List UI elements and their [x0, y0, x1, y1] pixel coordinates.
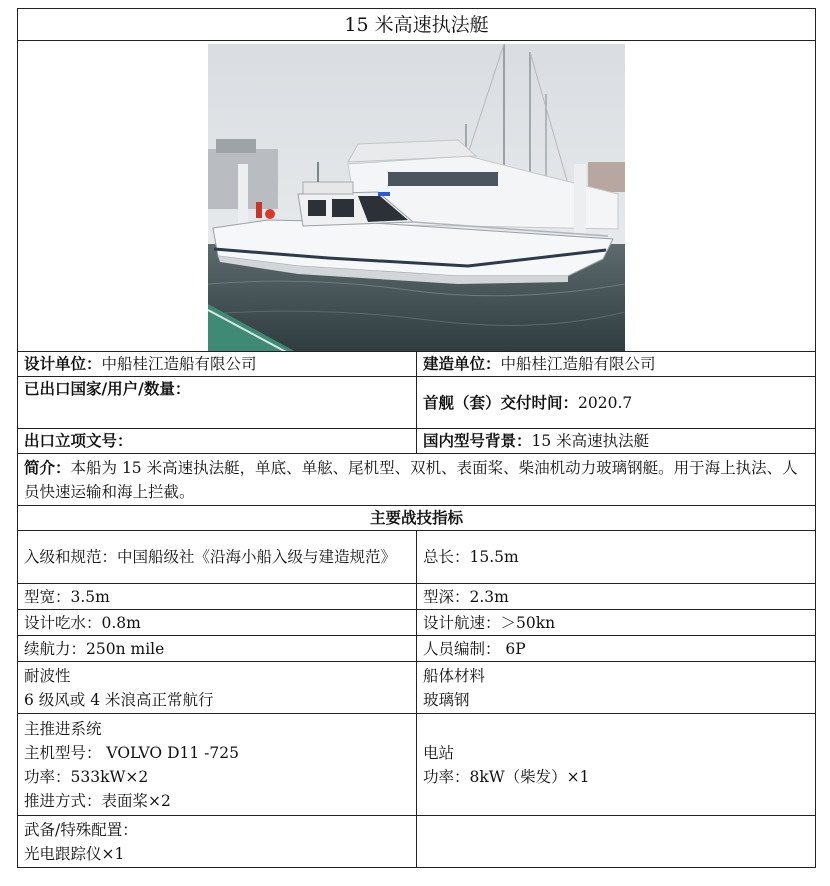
design-unit-label: 设计单位： — [24, 354, 102, 373]
endurance-cell: 续航力：250n mile — [18, 636, 417, 662]
seaworthiness-title: 耐波性 — [24, 666, 71, 685]
design-unit-cell — [18, 352, 417, 377]
spec-sheet — [17, 8, 815, 868]
design-unit-value: 中船桂江造船有限公司 — [101, 355, 257, 373]
export-info-label: 已出口国家/用户/数量： — [24, 379, 191, 398]
empty-cell — [417, 816, 816, 868]
crew-cell: 人员编制： 6P — [417, 636, 816, 662]
armament-value: 光电跟踪仪×1 — [24, 844, 125, 863]
build-unit-label: 建造单位： — [423, 354, 501, 373]
main-engine: 主机型号： VOLVO D11 -725 — [24, 743, 239, 762]
beam-cell: 型宽：3.5m — [18, 584, 417, 610]
seaworthiness-cell — [18, 662, 417, 714]
domestic-bg-value: 15 米高速执法艇 — [531, 432, 650, 450]
armament-cell — [18, 816, 417, 868]
spec-table — [17, 8, 816, 868]
draft-cell: 设计吃水：0.8m — [18, 610, 417, 636]
armament-title: 武备/特殊配置： — [24, 820, 138, 839]
seaworthiness-value: 6 级风或 4 米浪高正常航行 — [24, 690, 214, 709]
propulsion-title: 主推进系统 — [24, 719, 102, 738]
delivery-cell — [417, 377, 816, 429]
propulsion-cell — [18, 714, 417, 816]
export-doc-cell — [18, 429, 417, 454]
delivery-label: 首舰（套）交付时间： — [423, 392, 579, 412]
hull-material-title: 船体材料 — [423, 666, 486, 685]
propulsion-mode: 推进方式：表面桨×2 — [24, 791, 171, 810]
photo-cell — [18, 41, 816, 352]
power-station-value: 功率：8kW（柴发）×1 — [423, 767, 590, 786]
hull-material-cell — [417, 662, 816, 714]
build-unit-cell — [417, 352, 816, 377]
engine-power: 功率：533kW×2 — [24, 767, 149, 786]
export-doc-label: 出口立项文号： — [24, 431, 133, 450]
power-station-title: 电站 — [423, 743, 455, 762]
export-info-cell — [18, 377, 417, 429]
hull-material-value: 玻璃钢 — [423, 690, 470, 709]
build-unit-value: 中船桂江造船有限公司 — [500, 355, 656, 373]
intro-cell — [18, 454, 816, 506]
intro-label: 简介： — [24, 457, 71, 477]
depth-cell: 型深：2.3m — [417, 584, 816, 610]
boat-photo — [208, 44, 625, 352]
spec-header: 主要战技指标 — [18, 506, 816, 531]
speed-cell: 设计航速：＞50kn — [417, 610, 816, 636]
length-cell: 总长：15.5m — [417, 531, 816, 584]
domestic-bg-cell — [417, 429, 816, 454]
power-station-cell — [417, 714, 816, 816]
class-rule-cell: 入级和规范：中国船级社《沿海小船入级与建造规范》 — [18, 531, 417, 584]
document-title: 15 米高速执法艇 — [18, 9, 816, 41]
delivery-value: 2020.7 — [578, 393, 633, 412]
domestic-bg-label: 国内型号背景： — [423, 431, 532, 450]
intro-value: 本船为 15 米高速执法艇，单底、单舷、尾机型、双机、表面桨、柴油机动力玻璃钢艇。用于海上执法、人员快速运输和海上拦截。 — [24, 458, 798, 501]
